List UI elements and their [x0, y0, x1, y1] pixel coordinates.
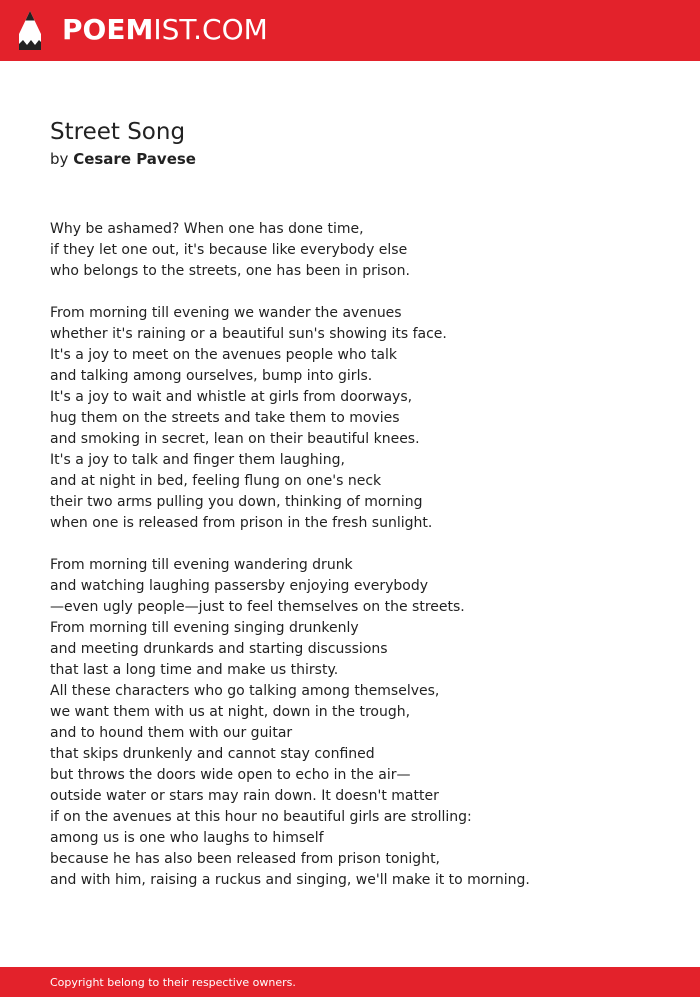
poem-line: that skips drunkenly and cannot stay confined — [50, 746, 375, 762]
poem-line: among us is one who laughs to himself — [50, 830, 324, 846]
stanza — [50, 303, 670, 534]
stanza — [50, 219, 670, 282]
poem-line: because he has also been released from prison tonight, — [50, 851, 441, 867]
pencil-tip-icon — [18, 10, 42, 51]
poem-author: Cesare Pavese — [73, 150, 196, 168]
poem-line: if on the avenues at this hour no beautiful girls are strolling: — [50, 809, 472, 825]
poem-line: From morning till evening wandering drunk — [50, 557, 353, 573]
poem-line: whether it's raining or a beautiful sun's showing its face. — [50, 326, 447, 342]
logo-text-light: IST.COM — [153, 13, 268, 46]
site-logo[interactable] — [62, 13, 268, 47]
poem-line: but throws the doors wide open to echo in the air— — [50, 767, 411, 783]
poem-line: and with him, raising a ruckus and singing, we'll make it to morning. — [50, 872, 530, 888]
poem-line: It's a joy to talk and finger them laughing, — [50, 452, 345, 468]
poem-line: hug them on the streets and take them to movies — [50, 410, 400, 426]
poem-line: and watching laughing passersby enjoying everybody — [50, 578, 429, 594]
poem-line: It's a joy to wait and whistle at girls from doorways, — [50, 389, 413, 405]
poem-line: outside water or stars may rain down. It doesn't matter — [50, 788, 439, 804]
stanza — [50, 555, 670, 891]
by-label: by — [50, 150, 69, 168]
poem-body — [50, 219, 670, 912]
logo-text-bold: POEM — [62, 13, 154, 46]
poem-title: Street Song — [50, 119, 186, 145]
poem-line: that last a long time and make us thirsty. — [50, 662, 339, 678]
copyright-text: Copyright belong to their respective owners. — [50, 976, 296, 989]
poem-line: we want them with us at night, down in the trough, — [50, 704, 411, 720]
poem-line: who belongs to the streets, one has been in prison. — [50, 263, 410, 279]
poem-line: and at night in bed, feeling flung on one's neck — [50, 473, 382, 489]
site-footer — [0, 967, 700, 997]
poem-line: when one is released from prison in the fresh sunlight. — [50, 515, 433, 531]
poem-line: It's a joy to meet on the avenues people who talk — [50, 347, 397, 363]
poem-line: and talking among ourselves, bump into girls. — [50, 368, 373, 384]
poem-line: From morning till evening we wander the avenues — [50, 305, 402, 321]
poem-line: —even ugly people—just to feel themselves on the streets. — [50, 599, 465, 615]
poem-line: and smoking in secret, lean on their beautiful knees. — [50, 431, 420, 447]
poem-line: their two arms pulling you down, thinking of morning — [50, 494, 423, 510]
poem-byline — [50, 149, 196, 169]
site-header — [0, 0, 700, 61]
poem-line: Why be ashamed? When one has done time, — [50, 221, 364, 237]
poem-line: All these characters who go talking among themselves, — [50, 683, 440, 699]
poem-line: From morning till evening singing drunkenly — [50, 620, 359, 636]
poem-line: if they let one out, it's because like everybody else — [50, 242, 408, 258]
poem-line: and meeting drunkards and starting discussions — [50, 641, 388, 657]
poem-line: and to hound them with our guitar — [50, 725, 293, 741]
